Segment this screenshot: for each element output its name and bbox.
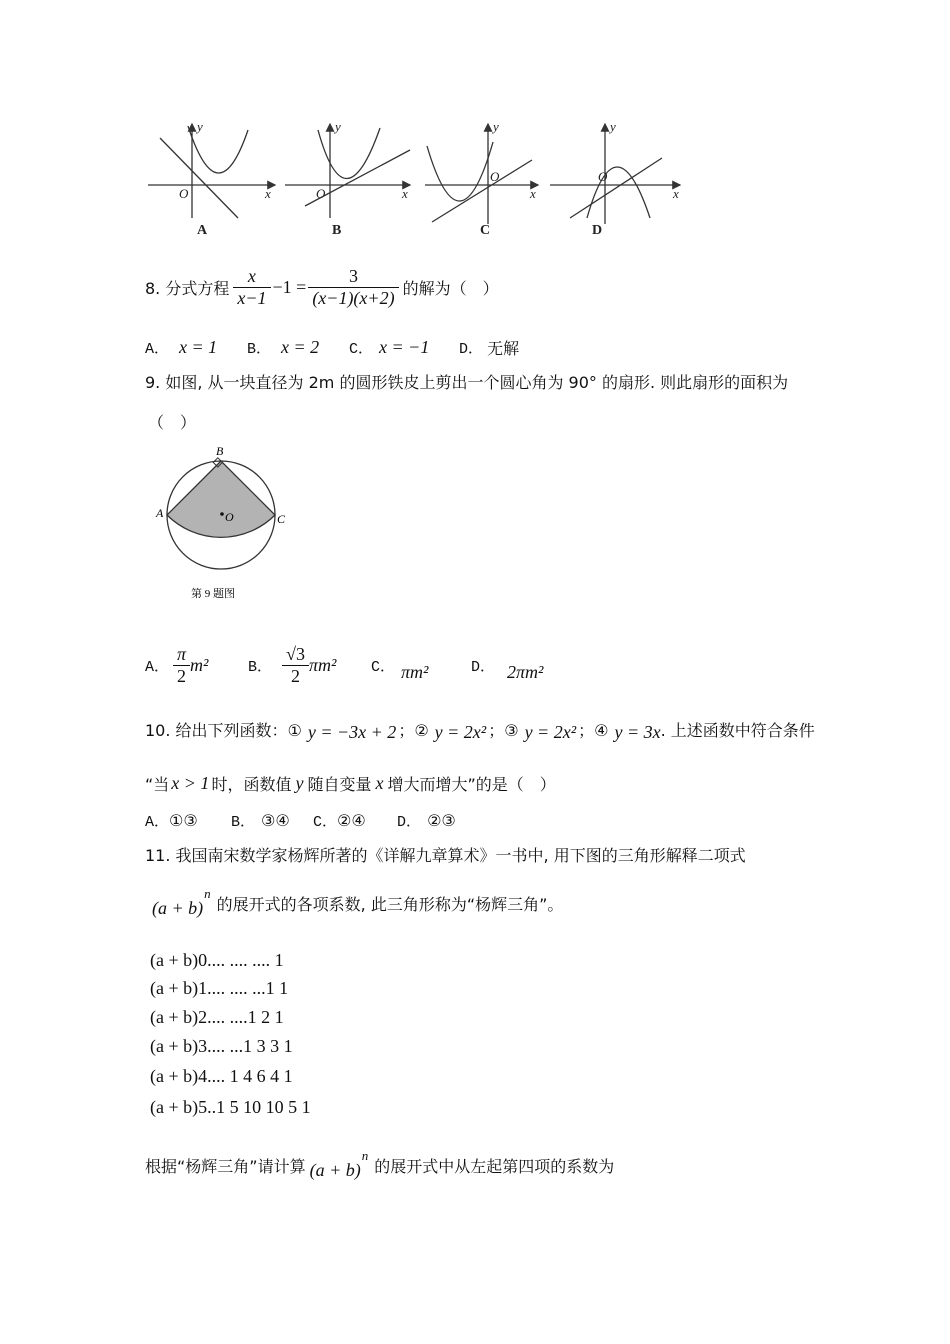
graph-c-origin: O	[490, 169, 500, 184]
q8-frac1-den: x−1	[237, 287, 267, 308]
triangle-row-5: (a + b)5..1 5 10 10 5 1	[150, 1097, 311, 1117]
graph-d-x-label: x	[673, 186, 679, 201]
q8-prefix: 8. 分式方程	[145, 278, 230, 298]
graph-c-label: C	[480, 223, 491, 238]
q10-var-y: y	[295, 772, 304, 793]
q10-option-d: ②③	[427, 811, 456, 830]
q8-stem	[145, 262, 499, 312]
q9-option-b-num: √3	[286, 643, 305, 664]
q9-option-b-letter: B．	[248, 658, 273, 676]
triangle-row-1: (a + b)1.... .... ...1 1	[150, 978, 289, 998]
graph-b-y-label: y	[335, 119, 341, 134]
q10-line2	[145, 770, 556, 796]
q10-suffix: . 上述函数中符合条件	[660, 720, 815, 740]
q10-prefix: 10. 给出下列函数：①	[145, 720, 302, 740]
q9-option-b-den: 2	[282, 665, 309, 687]
q8-option-d-letter: D．	[459, 341, 484, 358]
q10-func-1: y = −3x + 2	[307, 721, 397, 742]
q10-option-b: ③④	[261, 811, 290, 830]
q9-option-c-letter: C．	[370, 658, 395, 676]
graph-a-x-label: x	[265, 186, 271, 201]
q10-option-b-letter: B．	[231, 814, 256, 831]
graph-c	[425, 124, 538, 224]
q9-option-c: πm²	[400, 661, 429, 682]
graph-d-y-label: y	[610, 119, 616, 134]
q10-line1	[145, 714, 815, 744]
q11-last-line	[145, 1148, 614, 1182]
graph-a-y-label: y	[197, 119, 203, 134]
q8-suffix: 的解为（ ）	[402, 278, 499, 298]
q10-line2-a: “当	[145, 774, 170, 794]
q9-option-b-frac	[282, 644, 309, 687]
q8-option-b-letter: B．	[247, 341, 272, 358]
q10-sep-3: ；③	[488, 720, 519, 740]
q10-option-c: ②④	[337, 811, 366, 830]
q8-frac2-den: (x−1)(x+2)	[312, 287, 395, 308]
q10-func-3: y = 2x²	[524, 721, 577, 742]
triangle-row-2: (a + b)2.... ....1 2 1	[150, 1007, 284, 1027]
q8-options	[145, 336, 519, 359]
triangle-row-0: (a + b)0.... .... .... 1	[150, 950, 284, 970]
q9-label-a: A	[156, 506, 164, 520]
q9-option-a-den: 2	[173, 665, 190, 687]
graph-b-origin: O	[316, 186, 326, 201]
q11-binomial: (a + b)	[152, 897, 204, 918]
q9-label-b: B	[216, 444, 224, 458]
q8-option-c: x = −1	[379, 337, 430, 357]
q9-option-d-letter: D．	[470, 658, 495, 676]
q10-option-c-letter: C．	[313, 814, 338, 831]
q9-label-o: O	[225, 510, 234, 524]
graph-c-y-label: y	[493, 119, 499, 134]
q8-option-d: 无解	[487, 339, 520, 358]
q8-option-a: x = 1	[179, 337, 218, 357]
q10-sep-2: ；②	[398, 720, 429, 740]
q7-graphs-figure	[140, 118, 700, 240]
q9-option-a-frac	[173, 644, 190, 687]
q11-line1: 11. 我国南宋数学家杨辉所著的《详解九章算术》一书中, 用下图的三角形解释二项式	[145, 846, 746, 865]
q8-frac1	[233, 266, 270, 309]
q10-options	[145, 810, 456, 831]
q9-option-d: 2πm²	[506, 661, 544, 682]
triangle-row-4: (a + b)4.... 1 4 6 4 1	[150, 1066, 293, 1086]
q10-line2-d: 增大而增大”的是（ ）	[387, 774, 556, 794]
q8-option-a-letter: A．	[145, 341, 170, 358]
graph-a	[148, 124, 275, 218]
q11-line2-suffix: 的展开式的各项系数, 此三角形称为“杨辉三角”。	[216, 894, 564, 914]
graph-c-x-label: x	[530, 186, 536, 201]
q10-sep-4: ；④	[578, 720, 609, 740]
q8-option-c-letter: C．	[349, 341, 374, 358]
q10-func-2: y = 2x²	[434, 721, 487, 742]
q11-last-prefix: 根据“杨辉三角”请计算	[145, 1156, 306, 1176]
q11-last-exponent-n: n	[361, 1148, 369, 1163]
graph-d	[550, 124, 680, 224]
q9-option-a-tail: m²	[190, 654, 209, 675]
q11-line2	[152, 886, 563, 920]
q9-option-a-num: π	[177, 643, 187, 664]
triangle-row-3: (a + b)3.... ...1 3 3 1	[150, 1036, 293, 1056]
q9-option-b-tail: πm²	[308, 654, 337, 675]
q9-label-c: C	[277, 512, 286, 526]
q9-options	[145, 640, 543, 690]
graph-d-label: D	[592, 223, 603, 238]
q11-last-binomial: (a + b)	[309, 1159, 361, 1180]
graph-a-label: A	[197, 223, 208, 238]
q10-option-d-letter: D．	[397, 814, 422, 831]
q10-func-4: y = 3x	[614, 721, 661, 742]
q10-condition: x > 1	[171, 772, 210, 793]
q9-caption: 第 9 题图	[191, 588, 235, 600]
q9-figure	[150, 440, 300, 610]
q10-line2-c: 随自变量	[307, 774, 372, 794]
q8-frac2	[308, 266, 398, 309]
q10-var-x: x	[375, 772, 384, 793]
graph-b-label: B	[332, 223, 342, 238]
q10-option-a-letter: A．	[145, 814, 170, 831]
q11-exponent-n: n	[204, 886, 211, 901]
graph-b-x-label: x	[402, 186, 408, 201]
q8-frac2-num: 3	[308, 266, 398, 288]
q9-option-a-letter: A．	[145, 658, 170, 676]
q8-frac1-num: x	[233, 266, 270, 288]
graph-a-origin: O	[179, 186, 189, 201]
graph-b	[285, 124, 410, 218]
q8-option-b: x = 2	[281, 337, 320, 357]
graph-d-origin: O	[598, 169, 608, 184]
q8-minus-one: −1 =	[272, 276, 307, 297]
q10-line2-b: 时，函数值	[211, 774, 292, 794]
q10-option-a: ①③	[169, 811, 198, 830]
q11-last-suffix: 的展开式中从左起第四项的系数为	[374, 1156, 615, 1176]
q9-stem: 9. 如图, 从一块直径为 2m 的圆形铁皮上剪出一个圆心角为 90° 的扇形. 则此扇形的面积为	[145, 373, 789, 392]
q9-paren: （ ）	[148, 413, 197, 432]
